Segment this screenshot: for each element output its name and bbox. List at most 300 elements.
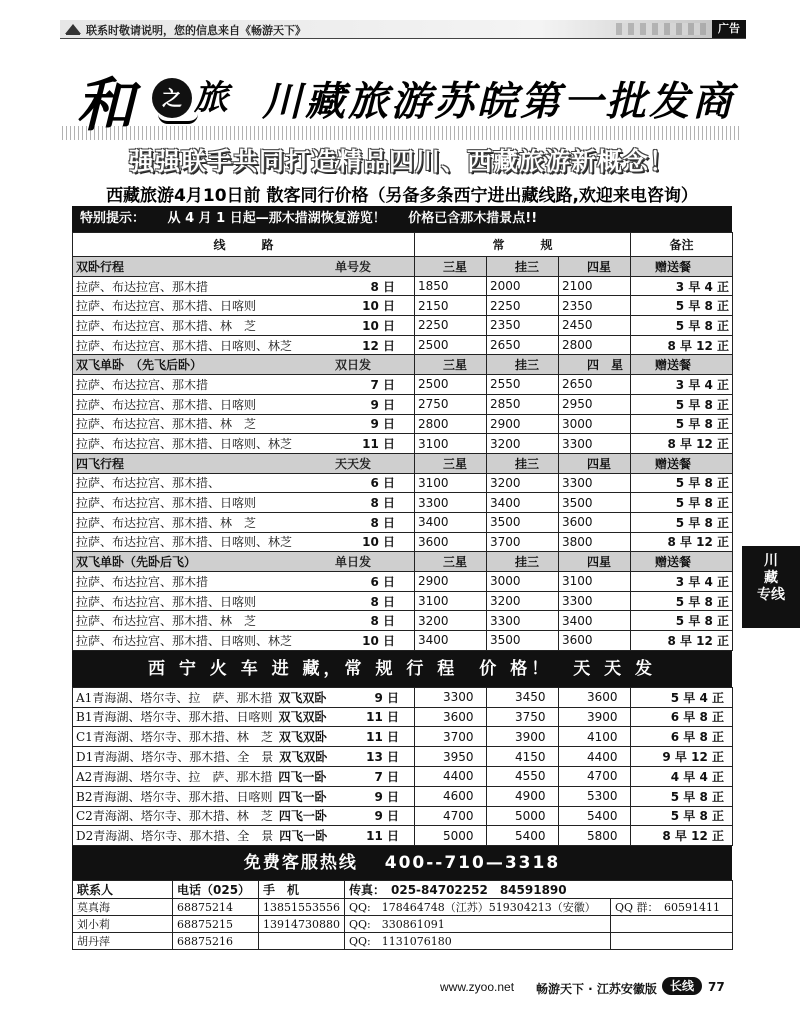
contact-qq-group <box>611 916 733 933</box>
meal-cell: 5 早 8 正 <box>631 786 733 806</box>
route-code: D1 <box>76 750 94 765</box>
meal-cell: 9 早 12 正 <box>631 747 733 767</box>
price-cell: 3300 <box>559 591 631 611</box>
route-days: 9 日 <box>370 397 395 412</box>
route-cell <box>73 493 415 513</box>
group-col-header: 挂三 <box>487 552 559 572</box>
route-cell <box>73 434 415 454</box>
meal-cell: 3 早 4 正 <box>631 572 733 592</box>
price-cell: 2100 <box>559 276 631 296</box>
meal-cell: 5 早 8 正 <box>631 591 733 611</box>
ad-badge: 广告 <box>712 20 746 38</box>
price-cell: 3500 <box>559 493 631 513</box>
price-cell: 4150 <box>487 747 559 767</box>
route-name: 拉萨、布达拉宫、那木措、日喀则、林芝 <box>76 338 293 353</box>
table-row <box>73 532 733 552</box>
price-cell: 3600 <box>415 707 487 727</box>
train-section-banner: 西 宁 火 车 进 藏，常 规 行 程 价 格！ 天 天 发 <box>72 651 732 687</box>
route-days: 8 日 <box>370 279 395 294</box>
price-cell: 2550 <box>487 375 559 395</box>
price-cell: 2500 <box>415 375 487 395</box>
price-group-header <box>73 453 733 473</box>
route-cell <box>73 316 415 336</box>
route-days: 6 日 <box>370 476 395 491</box>
price-cell: 3300 <box>415 493 487 513</box>
route-days: 9 日 <box>370 417 395 432</box>
route-name: 拉萨、布达拉宫、那木措、日喀则、林芝 <box>76 535 293 550</box>
meal-cell: 6 早 8 正 <box>631 707 733 727</box>
price-cell: 2850 <box>487 394 559 414</box>
group-departure: 天天发 <box>334 456 371 471</box>
price-cell: 5000 <box>415 826 487 846</box>
group-departure: 单日发 <box>334 555 371 570</box>
meal-cell: 5 早 8 正 <box>631 473 733 493</box>
table-row <box>73 611 733 631</box>
route-code: B2 <box>76 789 93 804</box>
table-row <box>73 512 733 532</box>
price-cell: 5300 <box>559 786 631 806</box>
meal-cell: 8 早 12 正 <box>631 434 733 454</box>
route-days: 8 日 <box>370 515 395 530</box>
price-cell: 3800 <box>559 532 631 552</box>
route-code: D2 <box>76 829 94 844</box>
price-cell: 2350 <box>487 316 559 336</box>
price-cell: 3000 <box>559 414 631 434</box>
contact-qq: QQ: 178464748（江苏）519304213（安徽） <box>345 899 611 916</box>
route-transport: 双飞双卧 <box>279 750 328 765</box>
route-days: 13 日 <box>366 750 399 765</box>
meal-cell: 5 早 8 正 <box>631 493 733 513</box>
meal-cell: 8 早 12 正 <box>631 826 733 846</box>
meal-cell: 8 早 12 正 <box>631 335 733 355</box>
route-days: 9 日 <box>374 789 399 804</box>
stripe-divider <box>62 126 742 140</box>
contact-row <box>73 899 733 916</box>
price-cell: 2800 <box>415 414 487 434</box>
route-code: C1 <box>76 730 93 745</box>
group-col-header: 赠送餐 <box>631 355 733 375</box>
price-cell: 3300 <box>559 473 631 493</box>
train-table <box>72 687 733 846</box>
price-cell: 3300 <box>415 687 487 707</box>
contact-header-fax: 传真： 025-84702252 84591890 <box>345 881 733 899</box>
meal-cell: 5 早 8 正 <box>631 394 733 414</box>
header-note: 备注 <box>631 233 733 257</box>
route-days: 11 日 <box>366 710 399 725</box>
brand-header <box>62 52 742 139</box>
header-route: 线 路 <box>73 233 415 257</box>
route-name: 青海湖、塔尔寺、那木措、林 芝 <box>92 730 273 745</box>
route-cell <box>73 747 415 767</box>
contact-qq: QQ: 1131076180 <box>345 933 611 950</box>
contact-name: 胡丹萍 <box>73 933 173 950</box>
contact-table <box>72 880 733 950</box>
route-name: 拉萨、布达拉宫、那木措、日喀则、林芝 <box>76 633 293 648</box>
price-cell: 4400 <box>415 766 487 786</box>
notice-text-2: 价格已含那木措景点!! <box>408 211 538 226</box>
route-cell <box>73 414 415 434</box>
group-title-cell <box>73 355 415 375</box>
group-name: 双飞单卧 （先飞后卧） <box>76 358 203 373</box>
price-cell: 3200 <box>487 591 559 611</box>
checker-decoration <box>616 23 706 35</box>
section-side-tab <box>742 546 800 628</box>
group-name: 四飞行程 <box>76 456 125 471</box>
table-row <box>73 631 733 651</box>
meal-cell: 6 早 8 正 <box>631 727 733 747</box>
route-days: 10 日 <box>362 299 395 314</box>
price-cell: 2900 <box>415 572 487 592</box>
route-name: 拉萨、布达拉宫、那木措、日喀则、林芝 <box>76 437 293 452</box>
page-number: 77 <box>708 980 725 994</box>
table-row <box>73 414 733 434</box>
table-row <box>73 493 733 513</box>
price-group-header <box>73 257 733 277</box>
table-row <box>73 766 733 786</box>
footer-url: www.zyoo.net <box>440 980 515 994</box>
group-title-cell <box>73 453 415 473</box>
route-cell <box>73 591 415 611</box>
contact-header-phone: 电话（025） <box>173 881 259 899</box>
route-name: 青海湖、塔尔寺、那木措、林 芝 <box>92 809 273 824</box>
price-cell: 2800 <box>559 335 631 355</box>
route-days: 12 日 <box>362 338 395 353</box>
table-row <box>73 276 733 296</box>
route-name: 拉萨、布达拉宫、那木措、 <box>76 476 221 491</box>
table-row <box>73 747 733 767</box>
price-cell: 5000 <box>487 806 559 826</box>
price-cell: 3100 <box>415 591 487 611</box>
price-cell: 3200 <box>487 473 559 493</box>
subheadline: 西藏旅游4月10日前 散客同行价格（另备多条西宁进出藏线路,欢迎来电咨询） <box>106 186 698 206</box>
price-cell: 2150 <box>415 296 487 316</box>
brand-slogan: 川藏旅游苏皖第一批发商 <box>262 79 735 125</box>
route-name: 拉萨、布达拉宫、那木措、林 芝 <box>76 515 257 530</box>
price-cell: 4400 <box>559 747 631 767</box>
price-cell: 3100 <box>415 473 487 493</box>
route-code: A1 <box>76 690 93 705</box>
route-days: 8 日 <box>370 614 395 629</box>
route-name: 青海湖、塔尔寺、那木措、全 景 <box>93 829 274 844</box>
table-row <box>73 375 733 395</box>
contact-name: 莫真海 <box>73 899 173 916</box>
meal-cell: 4 早 4 正 <box>631 766 733 786</box>
route-days: 7 日 <box>374 769 399 784</box>
price-cell: 3200 <box>487 434 559 454</box>
route-name: 拉萨、布达拉宫、那木措、日喀则 <box>76 299 257 314</box>
group-col-header: 四星 <box>559 257 631 277</box>
route-cell <box>73 296 415 316</box>
group-departure: 单号发 <box>334 259 371 274</box>
price-cell: 3100 <box>415 434 487 454</box>
meal-cell: 5 早 8 正 <box>631 806 733 826</box>
route-days: 11 日 <box>362 437 395 452</box>
group-col-header: 四星 <box>559 552 631 572</box>
route-cell <box>73 611 415 631</box>
price-cell: 3500 <box>487 631 559 651</box>
route-transport: 四飞一卧 <box>278 809 327 824</box>
group-col-header: 三星 <box>415 453 487 473</box>
route-name: 拉萨、布达拉宫、那木措、林 芝 <box>76 417 257 432</box>
price-cell: 3450 <box>487 687 559 707</box>
price-group-header <box>73 355 733 375</box>
route-cell <box>73 473 415 493</box>
contact-qq-group <box>611 933 733 950</box>
meal-cell: 3 早 4 正 <box>631 375 733 395</box>
price-cell: 1850 <box>415 276 487 296</box>
route-cell <box>73 687 415 707</box>
route-cell <box>73 727 415 747</box>
table-row <box>73 296 733 316</box>
contact-mobile <box>259 933 345 950</box>
group-col-header: 四 星 <box>559 355 631 375</box>
route-days: 10 日 <box>362 633 395 648</box>
price-cell: 2950 <box>559 394 631 414</box>
route-days: 11 日 <box>366 829 399 844</box>
contact-phone: 68875214 <box>173 899 259 916</box>
route-cell <box>73 276 415 296</box>
headline: 强强联手共同打造精品四川、西藏旅游新概念！ <box>128 147 675 176</box>
contact-mobile: 13851553556 <box>259 899 345 916</box>
route-cell <box>73 532 415 552</box>
route-name: 青海湖、塔尔寺、拉 萨、那木措 <box>92 769 273 784</box>
price-cell: 4550 <box>487 766 559 786</box>
price-cell: 3300 <box>487 611 559 631</box>
route-name: 青海湖、塔尔寺、那木措、全 景 <box>93 750 274 765</box>
price-cell: 5400 <box>559 806 631 826</box>
route-name: 青海湖、塔尔寺、拉 萨、那木措 <box>92 690 273 705</box>
meal-cell: 3 早 4 正 <box>631 276 733 296</box>
brand-swoosh-icon <box>158 114 198 124</box>
price-cell: 3900 <box>487 727 559 747</box>
table-row <box>73 316 733 336</box>
meal-cell: 5 早 8 正 <box>631 414 733 434</box>
price-cell: 2650 <box>487 335 559 355</box>
table-row <box>73 707 733 727</box>
route-cell <box>73 394 415 414</box>
table-row <box>73 473 733 493</box>
table-row <box>73 826 733 846</box>
price-cell: 3750 <box>487 707 559 727</box>
side-tab-char-3: 专线 <box>757 587 785 603</box>
price-cell: 2250 <box>415 316 487 336</box>
route-cell <box>73 826 415 846</box>
price-cell: 5800 <box>559 826 631 846</box>
group-departure: 双日发 <box>334 358 371 373</box>
contact-qq-group: QQ 群： 60591411 <box>611 899 733 916</box>
notice-text-1: 从 4 月 1 日起—那木措湖恢复游览！ <box>167 211 386 226</box>
contact-phone: 68875215 <box>173 916 259 933</box>
route-name: 拉萨、布达拉宫、那木措 <box>76 279 209 294</box>
group-col-header: 赠送餐 <box>631 257 733 277</box>
route-transport: 四飞一卧 <box>278 769 327 784</box>
table-row <box>73 687 733 707</box>
notice-label: 特别提示： <box>80 211 146 226</box>
route-days: 11 日 <box>366 730 399 745</box>
table-row <box>73 727 733 747</box>
price-cell: 2750 <box>415 394 487 414</box>
price-cell: 3900 <box>559 707 631 727</box>
price-cell: 3600 <box>559 687 631 707</box>
price-cell: 2000 <box>487 276 559 296</box>
price-cell: 3500 <box>487 512 559 532</box>
route-days: 7 日 <box>370 377 395 392</box>
route-cell <box>73 707 415 727</box>
group-col-header: 挂三 <box>487 453 559 473</box>
route-cell <box>73 631 415 651</box>
price-cell: 4900 <box>487 786 559 806</box>
table-row <box>73 335 733 355</box>
contact-header-mobile: 手 机 <box>259 881 345 899</box>
route-name: 拉萨、布达拉宫、那木措 <box>76 377 209 392</box>
price-cell: 3000 <box>487 572 559 592</box>
table-row <box>73 572 733 592</box>
group-col-header: 四星 <box>559 453 631 473</box>
route-transport: 双飞双卧 <box>278 730 327 745</box>
group-name: 双卧行程 <box>76 259 125 274</box>
table-row <box>73 786 733 806</box>
publication-logo-icon <box>64 22 82 36</box>
price-table <box>72 232 733 651</box>
route-days: 6 日 <box>370 574 395 589</box>
price-cell: 3700 <box>415 727 487 747</box>
price-cell: 3600 <box>559 631 631 651</box>
group-col-header: 赠送餐 <box>631 552 733 572</box>
route-name: 青海湖、塔尔寺、那木措、日喀则 <box>92 710 273 725</box>
price-cell: 2350 <box>559 296 631 316</box>
price-cell: 2900 <box>487 414 559 434</box>
meal-cell: 5 早 8 正 <box>631 512 733 532</box>
route-cell <box>73 335 415 355</box>
meal-cell: 5 早 8 正 <box>631 316 733 336</box>
footer-section-pill: 长线 <box>662 977 702 995</box>
price-cell: 4600 <box>415 786 487 806</box>
group-col-header: 挂三 <box>487 257 559 277</box>
route-days: 10 日 <box>362 535 395 550</box>
price-cell: 2650 <box>559 375 631 395</box>
table-row <box>73 394 733 414</box>
contact-header-row <box>73 881 733 899</box>
meal-cell: 8 早 12 正 <box>631 532 733 552</box>
table-row <box>73 806 733 826</box>
top-strip <box>60 20 746 39</box>
brand-logo-zhi: 之 <box>152 78 192 118</box>
route-days: 8 日 <box>370 496 395 511</box>
contact-phone: 68875216 <box>173 933 259 950</box>
route-cell <box>73 572 415 592</box>
group-title-cell <box>73 552 415 572</box>
source-notice: 联系时敬请说明，您的信息来自《畅游天下》 <box>86 24 306 37</box>
route-days: 8 日 <box>370 594 395 609</box>
contact-row <box>73 933 733 950</box>
route-code: A2 <box>76 769 93 784</box>
route-transport: 四飞一卧 <box>278 789 327 804</box>
hotline-banner: 免费客服热线 400--710—3318 <box>72 846 732 880</box>
meal-cell: 8 早 12 正 <box>631 631 733 651</box>
group-name: 双飞单卧（先卧后飞） <box>76 555 197 570</box>
route-name: 拉萨、布达拉宫、那木措、日喀则 <box>76 397 257 412</box>
route-name: 拉萨、布达拉宫、那木措、日喀则 <box>76 496 257 511</box>
price-cell: 3400 <box>559 611 631 631</box>
price-cell: 4700 <box>415 806 487 826</box>
route-transport: 四飞一卧 <box>279 829 328 844</box>
meal-cell: 5 早 4 正 <box>631 687 733 707</box>
route-days: 10 日 <box>362 318 395 333</box>
price-cell: 2450 <box>559 316 631 336</box>
route-days: 9 日 <box>374 690 399 705</box>
brand-logo-lv: 旅 <box>194 78 228 118</box>
route-days: 9 日 <box>374 809 399 824</box>
group-col-header: 挂三 <box>487 355 559 375</box>
price-cell: 2500 <box>415 335 487 355</box>
table-row <box>73 591 733 611</box>
route-transport: 双飞双卧 <box>278 690 327 705</box>
price-cell: 4100 <box>559 727 631 747</box>
table-row <box>73 434 733 454</box>
price-cell: 3700 <box>487 532 559 552</box>
price-cell: 4700 <box>559 766 631 786</box>
route-name: 拉萨、布达拉宫、那木措 <box>76 574 209 589</box>
route-cell <box>73 786 415 806</box>
contact-mobile: 13914730880 <box>259 916 345 933</box>
group-col-header: 三星 <box>415 355 487 375</box>
group-col-header: 三星 <box>415 257 487 277</box>
route-cell <box>73 375 415 395</box>
route-name: 青海湖、塔尔寺、那木措、日喀则 <box>92 789 273 804</box>
side-tab-char-2: 藏 <box>764 570 778 586</box>
contact-header-person: 联系人 <box>73 881 173 899</box>
price-cell: 2250 <box>487 296 559 316</box>
price-cell: 3400 <box>487 493 559 513</box>
route-cell <box>73 512 415 532</box>
meal-cell: 5 早 8 正 <box>631 611 733 631</box>
meal-cell: 5 早 8 正 <box>631 296 733 316</box>
route-cell <box>73 766 415 786</box>
contact-row <box>73 916 733 933</box>
special-notice <box>72 206 732 232</box>
route-name: 拉萨、布达拉宫、那木措、林 芝 <box>76 318 257 333</box>
price-cell: 3600 <box>415 532 487 552</box>
group-col-header: 赠送餐 <box>631 453 733 473</box>
price-cell: 3400 <box>415 631 487 651</box>
brand-logo-he: 和 <box>76 71 133 139</box>
price-table-header <box>73 233 733 257</box>
price-cell: 5400 <box>487 826 559 846</box>
price-cell: 3400 <box>415 512 487 532</box>
route-name: 拉萨、布达拉宫、那木措、日喀则 <box>76 594 257 609</box>
route-cell <box>73 806 415 826</box>
route-transport: 双飞双卧 <box>278 710 327 725</box>
header-regular: 常 规 <box>415 233 631 257</box>
footer-publication: 畅游天下 · 江苏安徽版 <box>536 982 657 996</box>
route-code: C2 <box>76 809 93 824</box>
price-cell: 3100 <box>559 572 631 592</box>
contact-qq: QQ: 330861091 <box>345 916 611 933</box>
main-content <box>72 206 732 950</box>
price-group-header <box>73 552 733 572</box>
price-cell: 3300 <box>559 434 631 454</box>
price-cell: 3950 <box>415 747 487 767</box>
price-cell: 3200 <box>415 611 487 631</box>
group-title-cell <box>73 257 415 277</box>
contact-name: 刘小莉 <box>73 916 173 933</box>
side-tab-char-1: 川 <box>764 553 778 569</box>
route-code: B1 <box>76 710 93 725</box>
page-footer <box>440 976 730 998</box>
group-col-header: 三星 <box>415 552 487 572</box>
route-name: 拉萨、布达拉宫、那木措、林 芝 <box>76 614 257 629</box>
price-cell: 3600 <box>559 512 631 532</box>
